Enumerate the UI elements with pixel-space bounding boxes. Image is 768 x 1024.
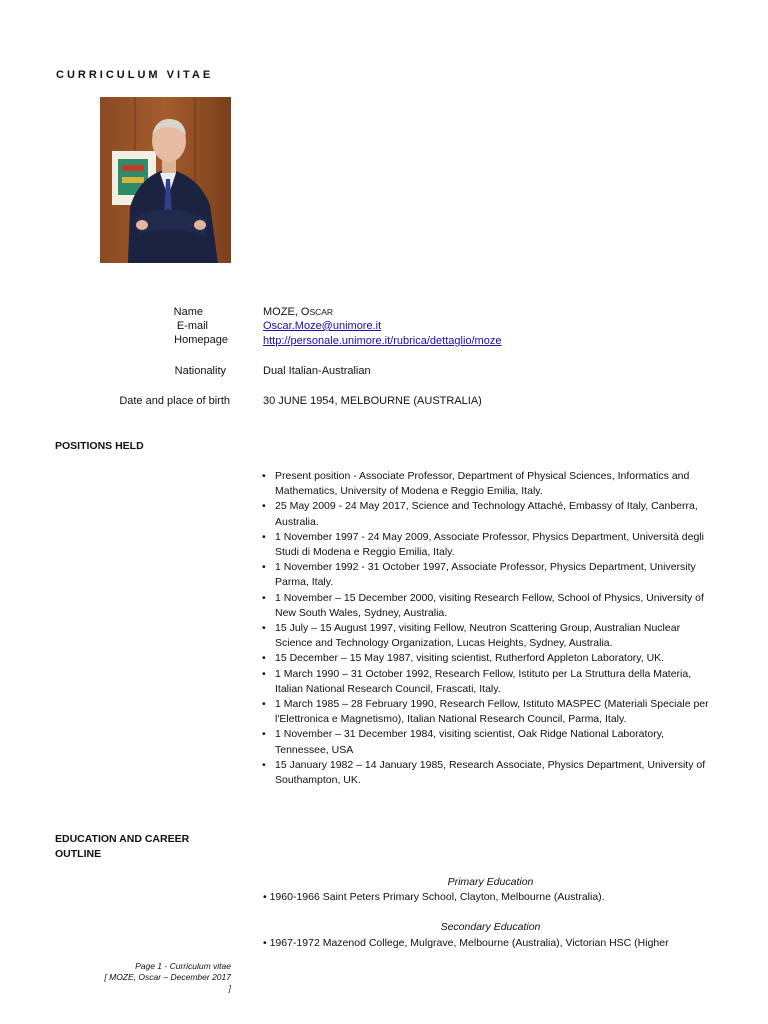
document-title: CURRICULUM VITAE [56,69,214,81]
position-text: 1 November – 15 December 2000, visiting Research Fellow, School of Physics, University of New South Wales, Sydney, Australia. [275,591,704,619]
bullet-icon: • [262,591,266,604]
birth-label: Date and place of birth [119,395,230,407]
bullet-icon: • [262,561,266,574]
secondary-education-item: • 1967-1972 Mazenod College, Mulgrave, Melbourne (Australia), Victorian HSC (Higher [263,937,669,949]
homepage-label: Homepage [174,334,228,346]
position-item [258,499,713,529]
position-item [258,758,713,788]
bullet-icon: • [262,652,266,665]
education-heading-line1: EDUCATION AND CAREER [55,833,190,845]
position-text: 1 November – 31 December 1984, visiting scientist, Oak Ridge National Laboratory, Tennessee, USA [275,728,665,756]
position-item [258,560,713,590]
position-text: 15 July – 15 August 1997, visiting Fellow, Neutron Scattering Group, Australian Nuclear Science and Technology Organization, Lucas Heights, Sydney, Australia. [275,622,681,650]
position-item [258,667,713,697]
positions-heading: POSITIONS HELD [55,440,144,452]
nationality-label: Nationality [174,365,226,377]
email-label: E-mail [176,320,208,332]
bullet-icon: • [262,698,266,711]
bullet-icon: • [262,758,266,771]
homepage-link[interactable]: http://personale.unimore.it/rubrica/dettaglio/moze [263,335,502,347]
email-link[interactable]: Oscar.Moze@unimore.it [263,320,382,332]
position-text: 25 May 2009 - 24 May 2017, Science and Technology Attaché, Embassy of Italy, Canberra, Australia. [275,500,698,528]
position-text: 1 November 1992 - 31 October 1997, Associate Professor, Physics Department, University Parma, Italy. [275,561,696,589]
position-item [258,621,713,651]
footer-page-line: Page 1 - Curriculum vitae [135,961,231,971]
portrait-photo [100,97,231,263]
bullet-icon: • [262,728,266,741]
primary-education-heading: Primary Education [447,876,534,888]
position-item [258,727,713,757]
bullet-icon: • [262,622,266,635]
position-text: Present position - Associate Professor, Department of Physical Sciences, Informatics and Mathematics, University of Modena e Reggio Emilia, Italy. [275,470,690,498]
position-text: 15 December – 15 May 1987, visiting scientist, Rutherford Appleton Laboratory, UK. [275,652,665,665]
bullet-icon: • [262,530,266,543]
secondary-education-heading: Secondary Education [440,921,541,933]
name-label: Name [173,306,203,318]
position-item [258,591,713,621]
name-surname: MOZE, O [263,306,310,318]
position-text: 1 March 1985 – 28 February 1990, Research Fellow, Istituto MASPEC (Materiali Speciale per l'Elettronica e Magnetismo), Italian National Research Council, Parma, Italy. [275,698,709,726]
education-heading [55,832,225,862]
positions-list [258,469,713,788]
name-value [263,306,333,318]
position-item [258,651,713,666]
position-text: 1 March 1990 – 31 October 1992, Research Fellow, Istituto per La Struttura della Materia, Italian National Research Council, Frascati, Italy. [275,667,692,695]
nationality-value: Dual Italian-Australian [263,365,371,377]
education-heading-line2: OUTLINE [55,848,102,860]
bullet-icon: • [262,470,266,482]
primary-education-item: • 1960-1966 Saint Peters Primary School, Clayton, Melbourne (Australia). [263,891,605,903]
footer-author-line: [ MOZE, Oscar – December 2017 ] [104,972,231,993]
bullet-icon: • [262,667,266,680]
position-item [258,697,713,727]
position-item [258,469,713,499]
page-footer [100,961,231,994]
birth-value: 30 JUNE 1954, MELBOURNE (AUSTRALIA) [263,395,482,407]
position-text: 1 November 1997 - 24 May 2009, Associate Professor, Physics Department, Università degli Studi di Modena e Reggio Emilia, Italy. [275,530,704,559]
name-given: SCAR [309,307,334,317]
position-item [258,530,713,560]
bullet-icon: • [262,500,266,513]
position-text: 15 January 1982 – 14 January 1985, Research Associate, Physics Department, University of Southampton, UK. [275,758,706,787]
